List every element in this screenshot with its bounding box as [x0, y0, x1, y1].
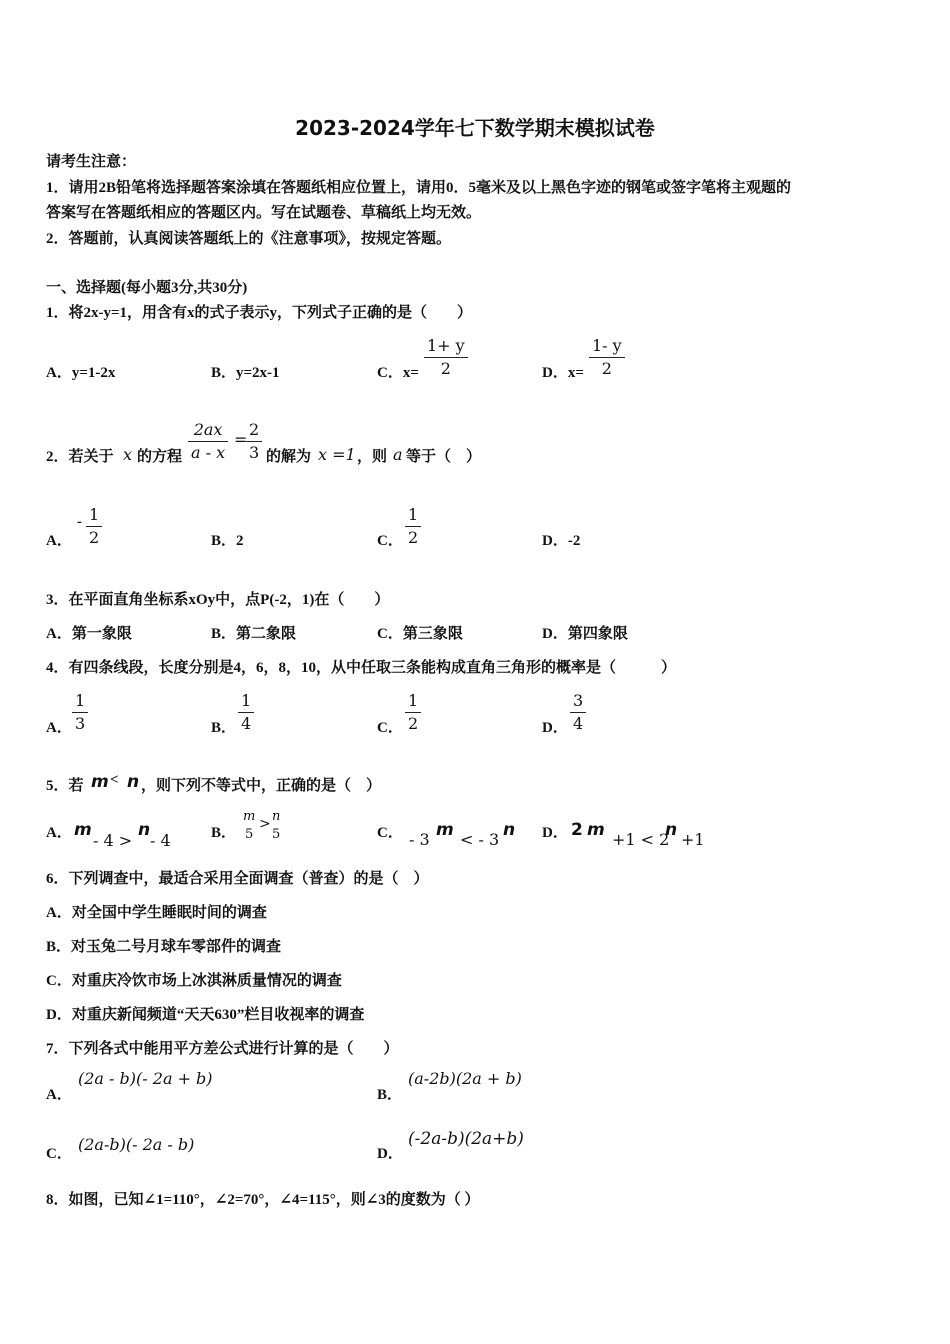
fraction-denominator: 2 [89, 528, 100, 547]
fraction-numerator: 1 [405, 690, 421, 713]
question-1-option-c-label: C．x= [377, 365, 419, 381]
question-5-option-b-fraction-1 [240, 808, 258, 844]
fraction-numerator: 1 [72, 690, 88, 713]
question-5-option-d-m: m [587, 820, 605, 840]
question-7-option-d-expr: (-2a-b)(2a+b) [408, 1129, 524, 1149]
question-4-option-b-label: B． [211, 720, 237, 736]
fraction-numerator: 2 [246, 419, 262, 442]
question-5-option-b-fraction-2 [269, 808, 283, 844]
question-3-option-c: C．第三象限 [377, 626, 463, 642]
question-2-option-a-sign: - [77, 514, 82, 530]
question-5-option-c-label: C． [377, 825, 403, 841]
question-2-mid-2: 的解为 [266, 449, 312, 465]
question-1-option-a: A．y=1-2x [46, 365, 116, 381]
question-5-option-c-m: m [436, 820, 454, 840]
question-4-option-c-label: C． [377, 720, 403, 736]
notice-heading: 请考生注意： [46, 154, 137, 170]
question-5-prefix: 5．若 [46, 778, 84, 794]
notice-line-2: 答案写在答题纸相应的答题区内。写在试题卷、草稿纸上均无效。 [46, 205, 482, 221]
page-title: 2023-2024学年七下数学期末模拟试卷 [295, 116, 655, 140]
question-6-option-b: B．对玉兔二号月球车零部件的调查 [46, 939, 282, 955]
question-2-rhs-fraction [246, 419, 262, 464]
question-6-option-c: C．对重庆冷饮市场上冰淇淋质量情况的调查 [46, 973, 342, 989]
question-5-option-c-pre: - 3 [409, 830, 430, 849]
fraction-numerator: 1+ y [424, 335, 468, 358]
question-5-option-d-two: 2 [571, 820, 583, 840]
fraction-denominator: 5 [272, 827, 281, 842]
fraction-denominator: 4 [573, 714, 584, 733]
fraction-numerator: 3 [570, 690, 586, 713]
fraction-denominator: 2 [408, 714, 419, 733]
question-6-option-a: A．对全国中学生睡眠时间的调查 [46, 905, 267, 921]
question-5-lt: < [110, 772, 119, 788]
question-7-option-b-label: B． [377, 1087, 403, 1103]
question-5-suffix: ，则下列不等式中，正确的是（ ） [141, 778, 382, 794]
fraction-numerator: m [243, 809, 256, 824]
question-5-option-a-mid: - 4 > [93, 831, 133, 850]
question-5-option-d-end: +1 [681, 830, 705, 849]
question-5-m: m [91, 772, 109, 792]
question-5-option-b-label: B． [211, 825, 237, 841]
question-1-option-d-fraction [589, 335, 625, 380]
question-2-option-b: B．2 [211, 533, 244, 549]
question-7-option-a-label: A． [46, 1087, 72, 1103]
fraction-numerator: n [272, 809, 281, 824]
fraction-numerator: 1 [405, 504, 421, 527]
question-6-stem: 6．下列调查中，最适合采用全面调查（普查）的是（ ） [46, 871, 429, 887]
question-1-option-c-fraction [424, 335, 468, 380]
section-heading: 一、选择题(每小题3分,共30分) [46, 280, 248, 296]
question-2-prefix: 2．若关于 [46, 449, 114, 465]
fraction-denominator: 3 [249, 443, 260, 462]
fraction-numerator: 1 [86, 504, 102, 527]
question-3-option-a: A．第一象限 [46, 626, 132, 642]
question-7-option-a-expr: (2a - b)(- 2a + b) [78, 1069, 213, 1088]
fraction-denominator: 5 [245, 827, 254, 842]
question-3-option-d: D．第四象限 [542, 626, 628, 642]
question-8-stem: 8．如图，已知∠1=110°，∠2=70°，∠4=115°，则∠3的度数为（ ） [46, 1192, 480, 1208]
question-7-option-c-label: C． [46, 1146, 72, 1162]
fraction-denominator: 2 [440, 359, 451, 378]
question-2-solution: x =1 [318, 445, 356, 464]
question-5-option-b-gt: > [259, 816, 271, 832]
question-4-option-d-fraction [570, 690, 586, 735]
fraction-numerator: 1 [238, 690, 254, 713]
fraction-denominator: 3 [75, 714, 86, 733]
question-5-option-d-mid: +1 < 2 [612, 830, 670, 849]
question-6-option-d: D．对重庆新闻频道“天天630”栏目收视率的调查 [46, 1007, 365, 1023]
question-2-lhs-fraction [188, 419, 228, 464]
question-2-mid-3: ，则 [357, 449, 388, 465]
fraction-denominator: a - x [191, 443, 226, 462]
question-7-option-b-expr: (a-2b)(2a + b) [408, 1069, 522, 1088]
question-2-option-a-label: A． [46, 533, 72, 549]
question-4-option-b-fraction [238, 690, 254, 735]
question-1-option-d-label: D．x= [542, 365, 584, 381]
question-5-option-a-m: m [74, 820, 92, 840]
fraction-denominator: 2 [601, 359, 612, 378]
question-1-option-b: B．y=2x-1 [211, 365, 280, 381]
question-5-n: n [127, 772, 140, 792]
question-2-equals: = [234, 430, 248, 449]
question-4-option-d-label: D． [542, 720, 568, 736]
question-2-variable-a: a [393, 445, 403, 464]
question-2-option-a-fraction [86, 504, 102, 549]
question-2-option-c-fraction [405, 504, 421, 549]
question-2-option-c-label: C． [377, 533, 403, 549]
fraction-denominator: 4 [241, 714, 252, 733]
question-3-stem: 3．在平面直角坐标系xOy中，点P(-2，1)在（ ） [46, 592, 390, 608]
question-2-mid-1: 的方程 [137, 449, 183, 465]
question-4-option-a-fraction [72, 690, 88, 735]
notice-line-3: 2．答题前，认真阅读答题纸上的《注意事项》，按规定答题。 [46, 231, 452, 247]
question-5-option-d-label: D． [542, 825, 568, 841]
question-4-option-c-fraction [405, 690, 421, 735]
fraction-numerator: 2ax [188, 419, 228, 442]
question-7-option-c-expr: (2a-b)(- 2a - b) [78, 1135, 195, 1154]
question-5-option-a-n: n [138, 820, 151, 840]
question-1-stem: 1．将2x-y=1，用含有x的式子表示y，下列式子正确的是（ ） [46, 305, 473, 321]
question-5-option-a-label: A． [46, 825, 72, 841]
question-2-variable-x: x [123, 445, 133, 464]
question-4-option-a-label: A． [46, 720, 72, 736]
question-2-suffix: 等于（ ） [406, 449, 482, 465]
question-2-option-d: D．-2 [542, 533, 581, 549]
question-5-option-d-n: n [665, 820, 678, 840]
question-7-stem: 7．下列各式中能用平方差公式进行计算的是（ ） [46, 1041, 399, 1057]
question-4-stem: 4．有四条线段，长度分别是4，6，8，10，从中任取三条能构成直角三角形的概率是（ ） [46, 660, 677, 676]
question-5-option-c-mid: < - 3 [460, 830, 500, 849]
question-5-option-c-n: n [503, 820, 516, 840]
question-5-option-a-end: - 4 [150, 831, 171, 850]
fraction-numerator: 1- y [589, 335, 625, 358]
question-7-option-d-label: D． [377, 1146, 403, 1162]
notice-line-1: 1．请用2B铅笔将选择题答案涂填在答题纸相应位置上，请用0．5毫米及以上黑色字迹的钢笔或签字笔将主观题的 [46, 180, 792, 196]
question-3-option-b: B．第二象限 [211, 626, 297, 642]
fraction-denominator: 2 [408, 528, 419, 547]
